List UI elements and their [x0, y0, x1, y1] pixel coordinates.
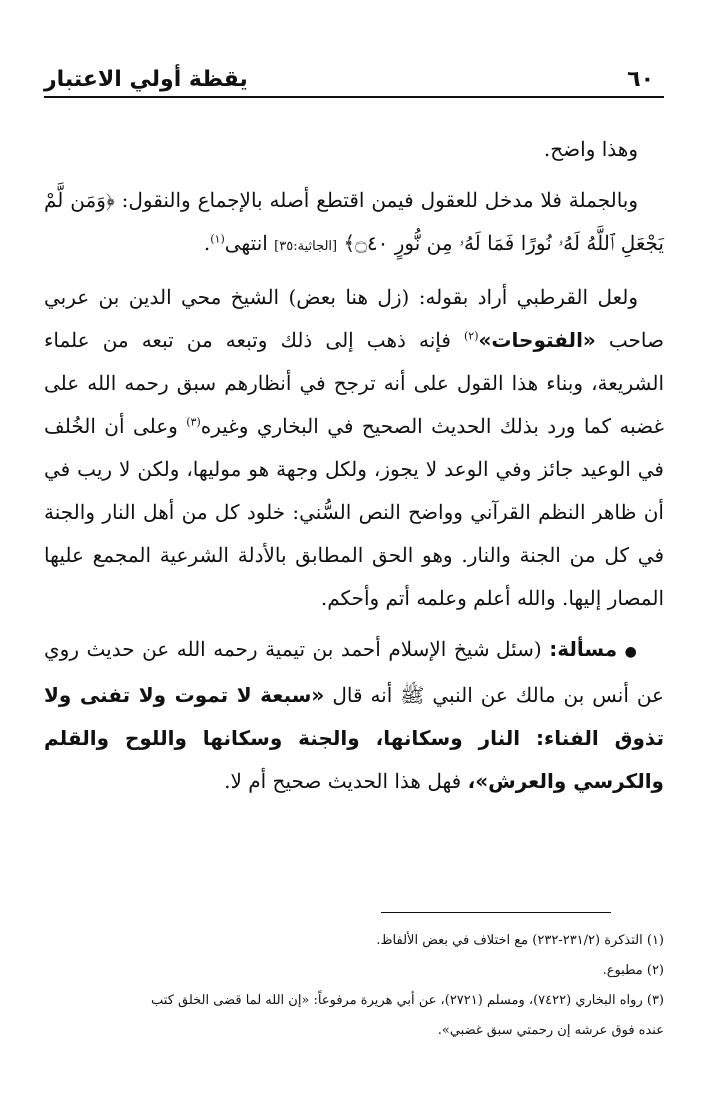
verse-reference: [الجاثية:٣٥] [274, 239, 338, 254]
paragraph-text: وهذا واضح. [543, 137, 638, 161]
paragraph-text: (سئل شيخ الإسلام أحمد بن تيمية رحمه الله عن حديث روي عن أنس بن مالك عن النبي ﷺ أنه قال [44, 637, 664, 707]
page-number: ٦٠ [627, 67, 654, 92]
paragraph-1 [44, 128, 664, 171]
footnote-3: (٣) رواه البخاري (٧٤٢٢)، ومسلم (٢٧٢١)، عن أبي هريرة مرفوعاً: «إن الله لما قضى الخلق كتب [151, 993, 664, 1008]
footnote-divider [381, 912, 611, 913]
footnote-2: (٢) مطبوع. [602, 963, 664, 978]
hadith-text: «سبعة لا تموت ولا تفنى ولا تذوق الفناء: النار وسكانها، والجنة وسكانها واللوح والقلم والكرسي والعرش»، [44, 683, 664, 793]
quran-verse: ﴿وَمَن لَّمْ يَجْعَلِ ٱللَّهُ لَهُۥ نُورًا فَمَا لَهُۥ مِن نُّورٍ ۝٤٠﴾ [44, 188, 664, 255]
main-text [44, 128, 664, 811]
book-name: «الفتوحات» [478, 328, 596, 352]
paragraph-text: وبالجملة فلا مدخل للعقول فيمن اقتطع أصله بالإجماع والنقول: [121, 188, 639, 212]
paragraph-4 [44, 628, 664, 803]
footnote-marker: (١) [210, 232, 225, 246]
footnote-marker: (٢) [464, 329, 479, 343]
paragraph-text: وعلى أن الخُلف في الوعيد جائز وفي الوعد لا يجوز، ولكل وجهة هو موليها، ولكن لا ريب في أن ظاهر النظم القرآني وواضح النص السُّني: خلود كل من أهل النار والجنة في كل من الجنة والنار. وهو الحق المطابق بالأدلة الشرعية المجمع عليها المصار إليها. والله أعلم وعلمه أتم وأحكم. [44, 414, 664, 610]
paragraph-text: فهل هذا الحديث صحيح أم لا. [224, 769, 462, 793]
page-header [44, 58, 664, 98]
footnote-marker: (٣) [186, 415, 201, 429]
paragraph-text: فإنه ذهب إلى ذلك وتبعه من تبعه من علماء الشريعة، وبناء هذا القول على أنه ترجح في أنظارهم سبق رحمه الله على غضبه كما ورد بذلك الحديث الصحيح في البخاري وغيره [44, 328, 664, 438]
paragraph-text: انتهى [224, 231, 268, 255]
paragraph-3 [44, 276, 664, 620]
footnote-3-continuation: عنده فوق عرشه إن رحمتي سبق غضبي». [437, 1023, 664, 1038]
paragraph-2 [44, 179, 664, 268]
footnote-1: (١) التذكرة (٢٣١/٢-٢٣٢) مع اختلاف في بعض الألفاظ. [376, 933, 664, 948]
running-title: يقظة أولي الاعتبار [44, 67, 248, 92]
question-label: مسألة: [549, 637, 618, 661]
footnotes [44, 926, 664, 1046]
paragraph-text: . [203, 231, 211, 255]
paragraph-text: ولعل القرطبي أراد بقوله: (زل هنا بعض) الشيخ محي الدين بن عربي صاحب [44, 285, 664, 352]
bullet-icon: ● [624, 644, 639, 660]
